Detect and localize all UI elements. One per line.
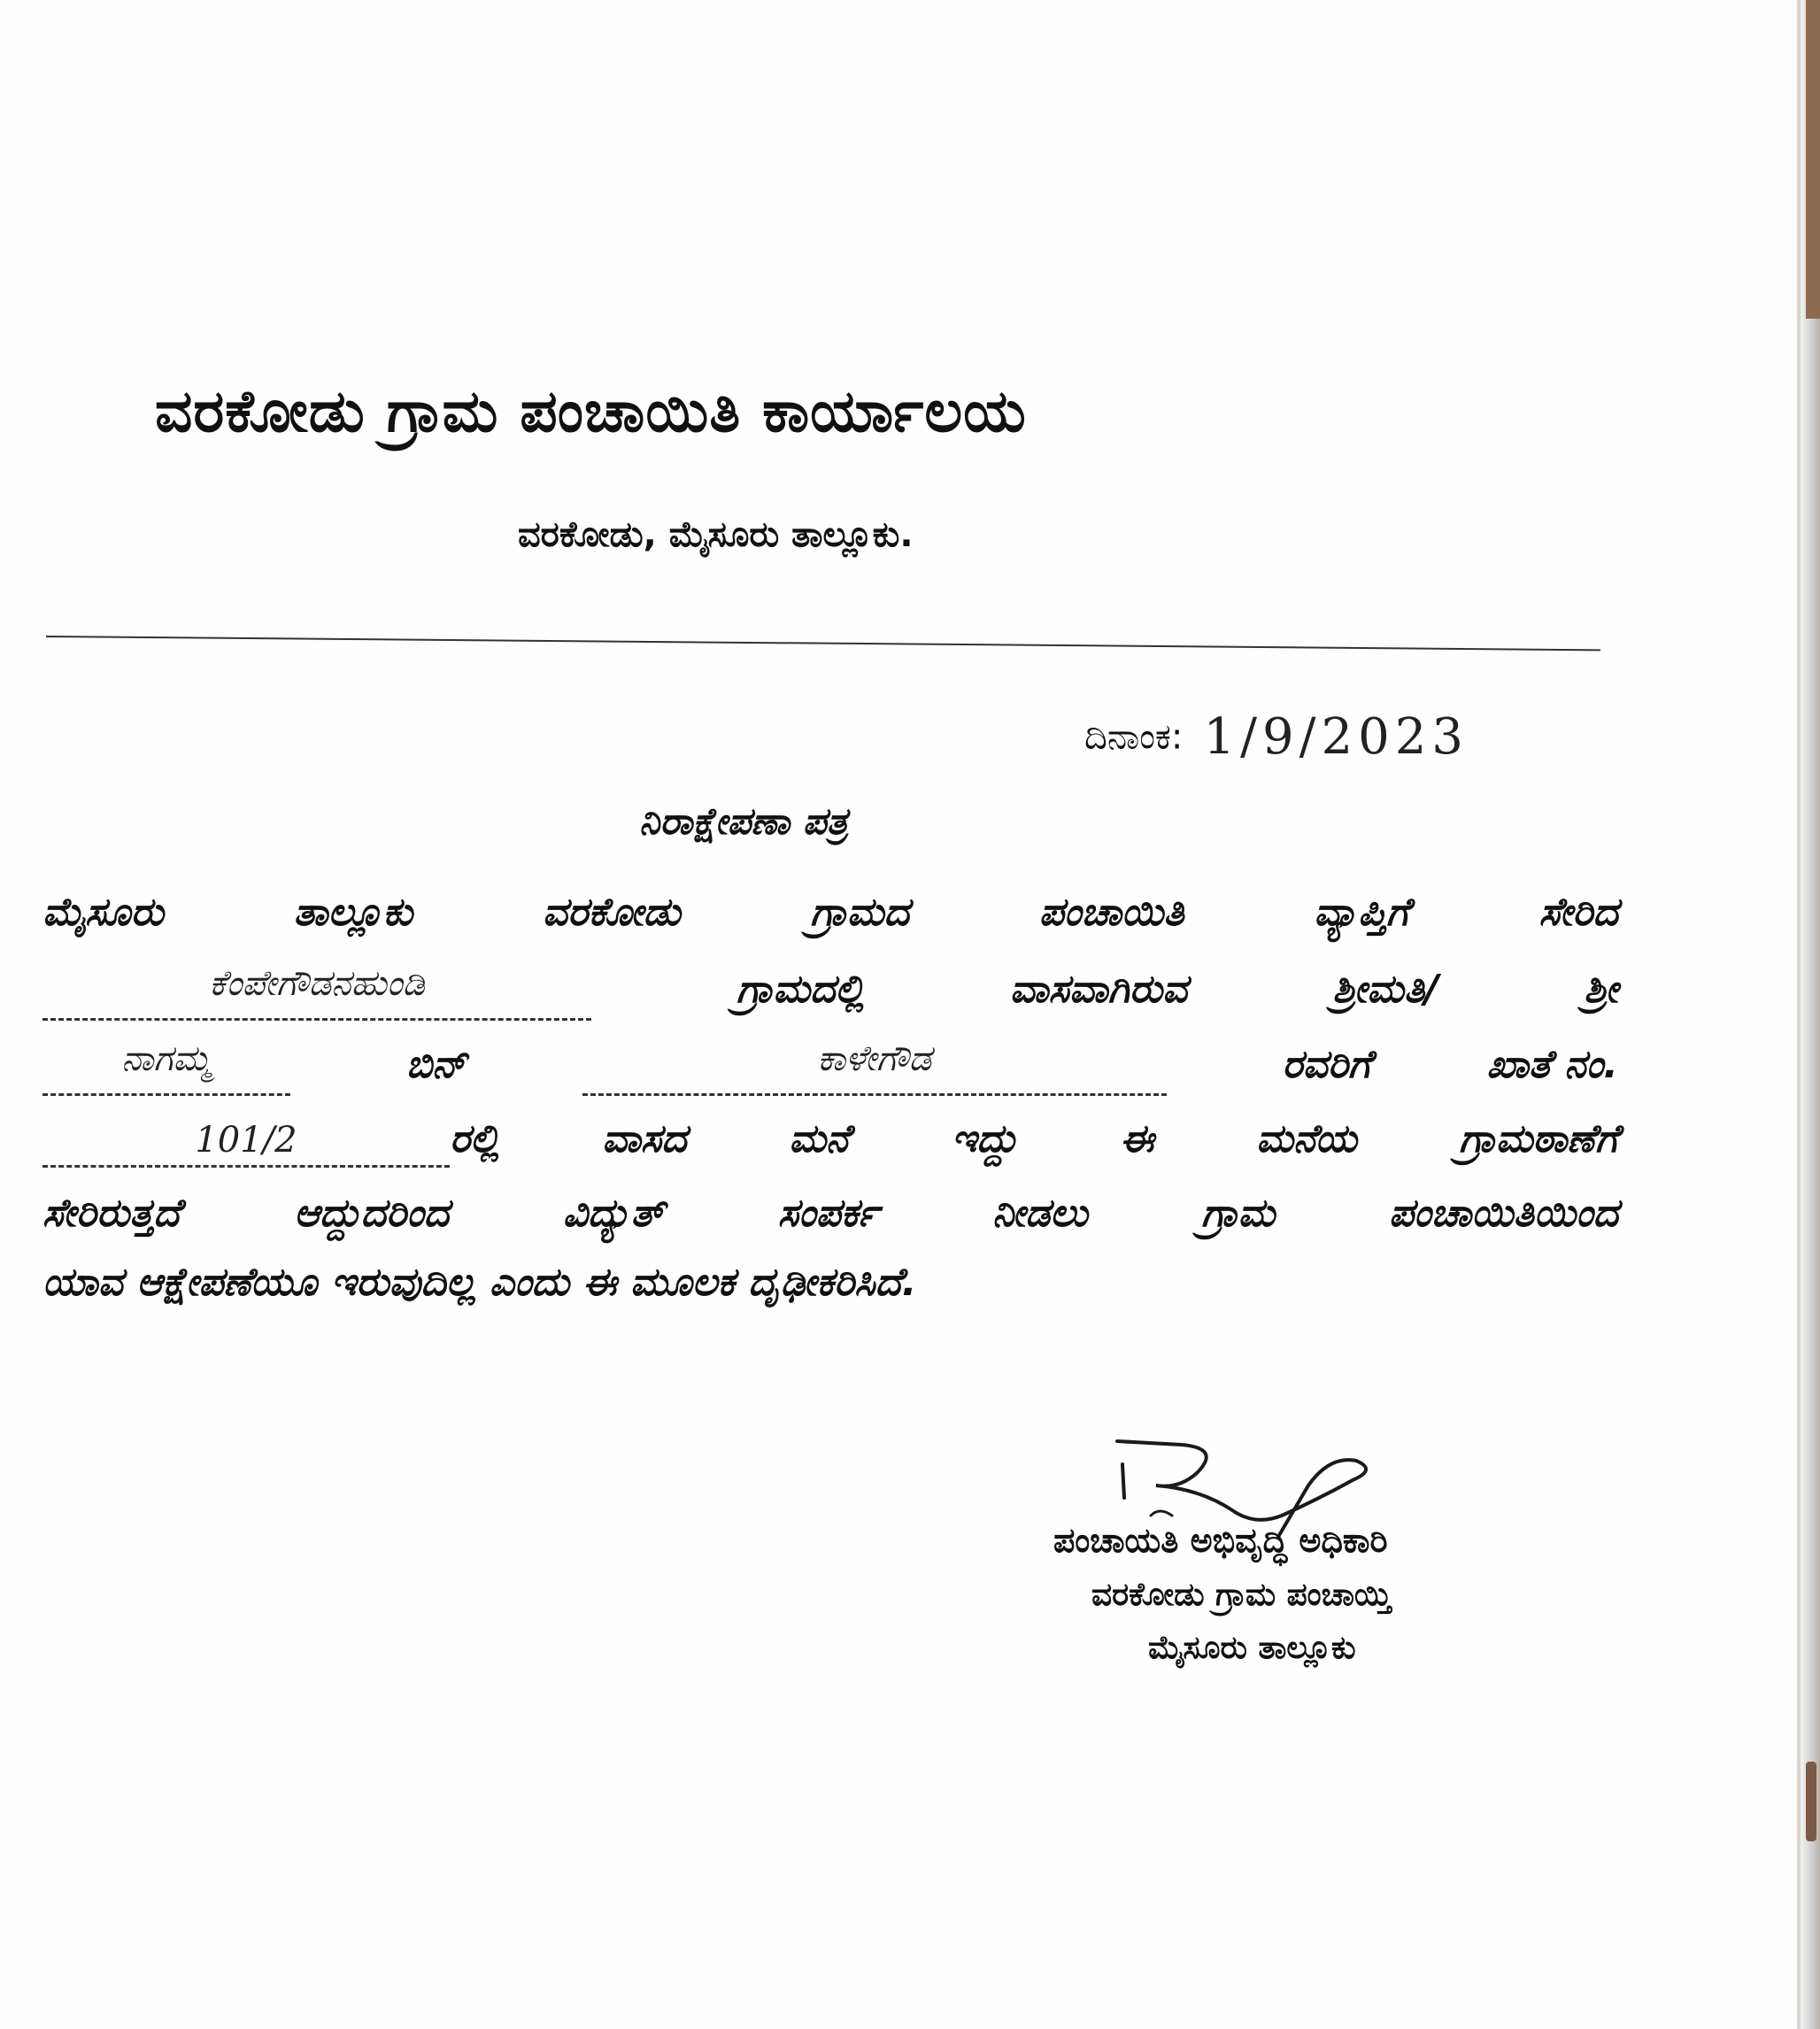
body-word: ವಾಸವಾಗಿರುವ: [1009, 967, 1188, 1012]
body-word: ನೀಡಲು: [992, 1191, 1088, 1236]
body-word: ಸೇರಿರುತ್ತದೆ: [42, 1191, 181, 1236]
body-word: ಸಂಪರ್ಕ: [777, 1191, 879, 1236]
date-label: ದಿನಾಂಕ:: [1084, 716, 1184, 758]
body-word: ಪಂಚಾಯಿತಿ: [1038, 890, 1184, 935]
body-line-1: [42, 882, 1618, 944]
khata-number-blank: 101/2: [42, 1115, 450, 1168]
body-word: ಇದ್ದು: [951, 1116, 1018, 1161]
page-edge-spot: [1806, 1762, 1816, 1841]
body-word: ಸೇರಿದ: [1539, 890, 1618, 935]
body-word: ಮನೆ: [789, 1116, 850, 1161]
body-word: ರಲ್ಲಿ: [450, 1116, 500, 1161]
body-word: ಶ್ರೀ: [1584, 967, 1618, 1012]
body-word: ಬಿನ್: [405, 1042, 467, 1087]
body-word: ವಾಸದ: [602, 1116, 687, 1161]
body-line-2: [42, 959, 1618, 1021]
khata-group: [42, 1108, 500, 1170]
signature-block: [1045, 1434, 1540, 1664]
body-word: ಗ್ರಾಮಠಾಣೆಗೆ: [1459, 1116, 1618, 1161]
date-row: [1084, 708, 1580, 779]
body-word: ಖಾತೆ ನಂ.: [1486, 1042, 1618, 1087]
office-subtitle: ವರಕೋಡು, ಮೈಸೂರು ತಾಲ್ಲೂಕು.: [518, 514, 914, 555]
page-edge-dark-strip: [1806, 0, 1820, 319]
body-word: ಮನೆಯ: [1256, 1116, 1357, 1161]
body-word: ಆದ್ದುದರಿಂದ: [294, 1191, 450, 1236]
village-name-blank: ಕೆಂಪೇಗೌಡನಹುಂಡಿ: [42, 959, 591, 1021]
date-value-handwritten: 1/9/2023: [1203, 708, 1469, 766]
signatory-office: ವರಕೋಡು ಗ್ರಾಮ ಪಂಚಾಯ್ತಿ: [1091, 1577, 1392, 1613]
header-divider: [46, 636, 1600, 651]
body-word: ವ್ಯಾಪ್ತಿಗೆ: [1314, 890, 1409, 935]
signatory-designation: ಪಂಚಾಯತಿ ಅಭಿವೃದ್ಧಿ ಅಧಿಕಾರಿ: [1053, 1521, 1388, 1560]
father-name-blank: ಕಾಳೇಗೌಡ: [582, 1034, 1167, 1096]
body-word: ಮೈಸೂರು: [42, 890, 164, 935]
body-word: ಪಂಚಾಯಿತಿಯಿಂದ: [1388, 1191, 1618, 1236]
body-word: ವಿದ್ಯುತ್: [562, 1191, 665, 1236]
body-line-5: [42, 1183, 1618, 1245]
body-word: ಈ: [1120, 1116, 1154, 1161]
office-title: ವರಕೋಡು ಗ್ರಾಮ ಪಂಚಾಯಿತಿ ಕಾರ್ಯಾಲಯ: [155, 377, 1027, 445]
body-word: ಗ್ರಾಮದ: [810, 890, 910, 935]
body-word: ಗ್ರಾಮ: [1201, 1191, 1276, 1236]
resident-name-blank: ನಾಗಮ್ಮ: [42, 1034, 290, 1096]
body-word: ಶ್ರೀಮತಿ/: [1332, 967, 1439, 1012]
body-word: ತಾಲ್ಲೂಕು: [293, 890, 413, 935]
body-word: ವರಕೋಡು: [542, 890, 681, 935]
certificate-heading: ನಿರಾಕ್ಷೇಪಣಾ ಪತ್ರ: [639, 799, 848, 843]
body-line-6: ಯಾವ ಆಕ್ಷೇಪಣೆಯೂ ಇರುವುದಿಲ್ಲ ಎಂದು ಈ ಮೂಲಕ ದೃಢೀಕರಿಸಿದೆ.: [42, 1260, 917, 1305]
body-word: ರವರಿಗೆ: [1282, 1042, 1371, 1087]
body-line-4: [42, 1108, 1618, 1170]
signatory-taluk: ಮೈಸೂರು ತಾಲ್ಲೂಕು: [1148, 1630, 1356, 1666]
body-line-3: [42, 1034, 1618, 1096]
body-word: ಗ್ರಾಮದಲ್ಲಿ: [736, 967, 865, 1012]
